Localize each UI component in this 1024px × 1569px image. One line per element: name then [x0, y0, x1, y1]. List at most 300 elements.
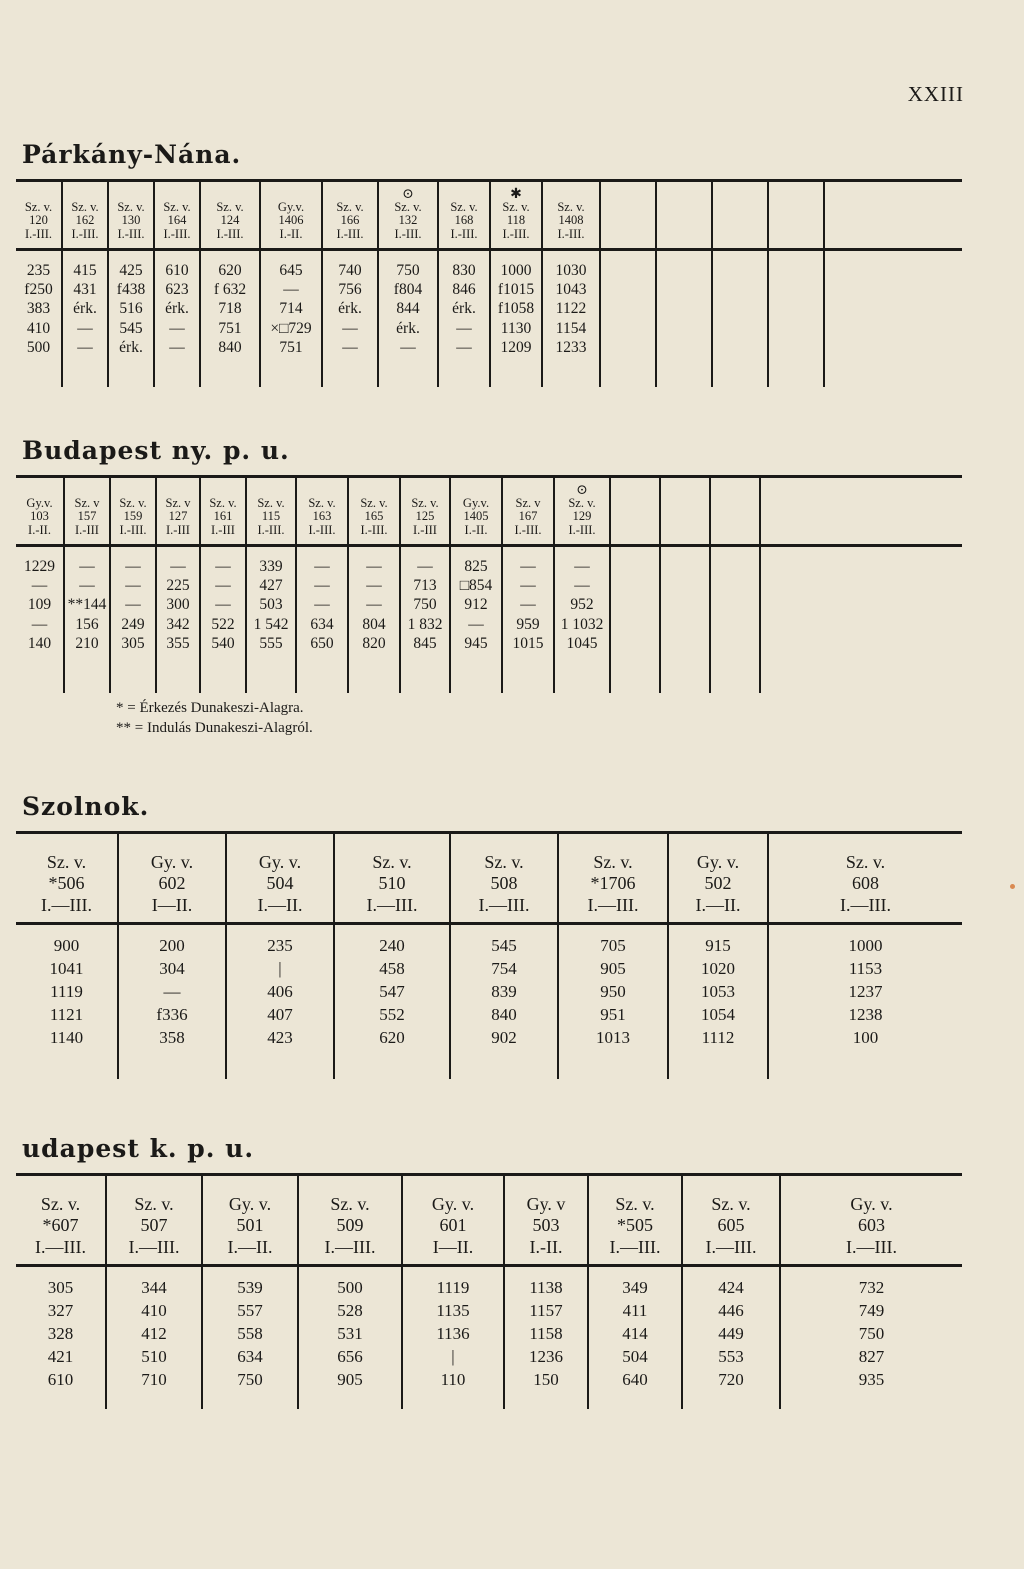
- time-value: 1140: [49, 1027, 84, 1047]
- time-value: 500: [337, 1278, 363, 1297]
- time-value: 905: [600, 958, 626, 978]
- time-value: —: [31, 577, 48, 595]
- train-times: [668, 924, 768, 1080]
- time-value: 558: [237, 1323, 263, 1343]
- train-number: 165: [364, 509, 384, 524]
- train-number: 502: [704, 873, 732, 894]
- time-value: 1013: [596, 1027, 630, 1047]
- train-times: [200, 546, 246, 694]
- train-type: Sz. v.: [593, 851, 633, 872]
- time-value: 1020: [701, 958, 735, 978]
- footnote: ** = Indulás Dunakeszi-Alagról.: [116, 719, 313, 736]
- time-value: [762, 634, 961, 653]
- time-value: —: [314, 558, 330, 575]
- time-value: 959: [516, 615, 540, 633]
- train-mark: [560, 840, 666, 852]
- time-value: 820: [362, 634, 386, 652]
- time-value: 305: [47, 1278, 74, 1297]
- time-value: 449: [718, 1323, 744, 1343]
- train-class: I—II.: [151, 894, 193, 915]
- train-header: [200, 181, 260, 250]
- time-value: 423: [267, 1027, 293, 1047]
- time-value: 1122: [555, 300, 587, 318]
- time-value: 844: [396, 300, 420, 318]
- train-class: I.-II.: [529, 1236, 563, 1257]
- time-value: 1238: [848, 1004, 883, 1024]
- time-value: 100: [852, 1027, 879, 1047]
- train-header: [712, 181, 768, 250]
- time-value: —: [468, 615, 484, 633]
- train-number: 510: [378, 873, 406, 894]
- train-header: [780, 1175, 962, 1266]
- time-value: 539: [237, 1278, 263, 1297]
- train-type: Gy. v.: [150, 851, 194, 872]
- train-mark: [770, 209, 822, 221]
- time-value: 705: [600, 936, 626, 955]
- train-header: [378, 181, 438, 250]
- time-value: [612, 634, 658, 653]
- time-value: 458: [379, 958, 405, 978]
- time-value: [826, 261, 961, 280]
- train-times: [610, 546, 660, 694]
- header-row: [16, 1175, 962, 1266]
- train-mark: [770, 840, 961, 852]
- train-number: 1406: [278, 213, 304, 228]
- time-value: 557: [237, 1300, 263, 1320]
- time-value: 845: [413, 634, 437, 652]
- time-value: —: [215, 596, 231, 614]
- train-header: [554, 477, 610, 546]
- time-value: —: [574, 577, 590, 595]
- time-value: érk.: [119, 338, 143, 356]
- time-value: 1233: [555, 338, 587, 356]
- time-value: [602, 280, 654, 299]
- train-type: Gy.v.: [26, 496, 53, 511]
- train-type: Sz. v.: [209, 496, 237, 511]
- time-value: 110: [440, 1369, 466, 1389]
- time-value: 1154: [555, 319, 587, 337]
- time-value: 528: [337, 1300, 363, 1320]
- train-header: [768, 181, 824, 250]
- time-value: —: [417, 558, 433, 575]
- times-row: [16, 924, 962, 1080]
- time-value: **144: [67, 596, 107, 614]
- train-number: 167: [518, 509, 538, 524]
- time-value: —: [366, 577, 382, 595]
- train-mark: [670, 840, 766, 852]
- time-value: 645: [279, 262, 303, 279]
- time-value: érk.: [452, 300, 476, 318]
- time-value: 305: [121, 634, 145, 652]
- time-value: 839: [491, 981, 517, 1001]
- time-value: 1158: [529, 1323, 563, 1343]
- time-value: [662, 595, 708, 614]
- train-type: Sz. v.: [336, 200, 364, 215]
- time-value: —: [125, 577, 141, 595]
- train-number: *607: [42, 1215, 79, 1236]
- train-class: I.-III.: [119, 522, 147, 537]
- time-value: 710: [141, 1369, 167, 1389]
- train-times: [682, 1266, 780, 1410]
- time-value: —: [366, 596, 382, 614]
- time-value: 406: [267, 981, 293, 1001]
- train-header: [106, 1175, 202, 1266]
- train-times: [298, 1266, 402, 1410]
- time-value: 140: [27, 634, 52, 652]
- time-value: [662, 557, 708, 576]
- train-type: Sz. v.: [119, 496, 147, 511]
- time-value: [612, 615, 658, 634]
- train-mark: [602, 209, 654, 221]
- train-class: I.-III.: [514, 522, 542, 537]
- time-value: 383: [26, 300, 51, 318]
- train-header: [16, 181, 62, 250]
- time-value: [826, 280, 961, 299]
- train-number: 129: [572, 509, 592, 524]
- train-times: [558, 924, 668, 1080]
- train-type: Sz. v.: [394, 200, 422, 215]
- time-value: 510: [141, 1346, 167, 1366]
- train-times: [16, 1266, 106, 1410]
- train-type: Gy.v.: [462, 496, 490, 511]
- train-class: I—II.: [432, 1236, 474, 1257]
- time-value: —: [169, 338, 185, 356]
- time-value: —: [125, 596, 141, 614]
- train-times: [156, 546, 200, 694]
- train-mark: ✱: [510, 187, 522, 203]
- train-class: I.-III: [413, 522, 437, 537]
- time-value: —: [574, 558, 590, 575]
- train-class: I.-III.: [360, 522, 388, 537]
- train-header: [450, 477, 502, 546]
- time-value: 1000: [500, 262, 532, 279]
- train-class: I.—III.: [587, 894, 639, 915]
- train-header: [682, 1175, 780, 1266]
- train-times: [760, 546, 962, 694]
- train-type: Sz. v.: [411, 496, 439, 511]
- train-type: Gy. v: [526, 1193, 566, 1214]
- time-value: f1015: [497, 281, 535, 299]
- time-value: 545: [491, 936, 517, 955]
- time-value: —: [125, 558, 141, 575]
- train-header: [600, 181, 656, 250]
- time-value: —: [342, 319, 358, 337]
- train-mark: [228, 840, 332, 852]
- train-type: Sz. v.: [24, 200, 53, 215]
- timetable-section-parkany-nana: [16, 140, 962, 387]
- timetable: [16, 1173, 962, 1409]
- time-value: 545: [119, 319, 143, 337]
- train-header: [504, 1175, 588, 1266]
- train-times: [450, 546, 502, 694]
- train-header: [660, 477, 710, 546]
- time-value: 421: [47, 1346, 74, 1366]
- train-type: Sz. v.: [257, 496, 285, 511]
- time-value: |: [451, 1346, 455, 1366]
- train-header: [450, 833, 558, 924]
- time-value: 156: [75, 615, 99, 633]
- time-value: 1237: [848, 981, 883, 1001]
- train-header: [824, 181, 962, 250]
- train-times: [348, 546, 400, 694]
- train-class: I.-III: [75, 522, 99, 537]
- time-value: 830: [452, 262, 476, 279]
- time-value: 754: [491, 958, 517, 978]
- time-value: 846: [452, 281, 476, 299]
- time-value: [826, 338, 961, 357]
- train-times: [260, 250, 322, 388]
- time-value: 620: [379, 1027, 405, 1047]
- time-value: —: [77, 338, 93, 356]
- time-value: 503: [259, 596, 283, 614]
- time-value: 552: [379, 1004, 405, 1024]
- train-class: I.-III.: [308, 522, 336, 537]
- time-value: 531: [337, 1323, 363, 1343]
- time-value: 304: [159, 958, 185, 978]
- train-class: I.—II.: [227, 1236, 273, 1257]
- time-value: érk.: [338, 300, 362, 318]
- time-value: 623: [165, 281, 189, 299]
- time-value: 804: [362, 615, 386, 633]
- time-value: 225: [166, 577, 190, 595]
- train-header: [156, 477, 200, 546]
- time-value: —: [215, 577, 231, 595]
- time-value: 328: [47, 1323, 74, 1343]
- time-value: 431: [73, 281, 97, 299]
- train-class: I.—III.: [846, 1236, 897, 1257]
- train-header: [118, 833, 226, 924]
- train-times: [334, 924, 450, 1080]
- time-value: 840: [218, 338, 242, 356]
- time-value: 951: [600, 1004, 626, 1024]
- time-value: [658, 299, 710, 318]
- time-value: f336: [156, 1004, 188, 1024]
- time-value: 210: [75, 634, 99, 652]
- train-class: I.—II.: [695, 894, 741, 915]
- train-type: Sz. v: [515, 496, 541, 511]
- train-times: [226, 924, 334, 1080]
- train-mark: [658, 209, 710, 221]
- time-value: 713: [413, 577, 437, 595]
- train-number: 603: [858, 1215, 885, 1236]
- train-header: [334, 833, 450, 924]
- time-value: 414: [622, 1323, 648, 1343]
- train-class: I.—III.: [609, 1236, 661, 1257]
- train-mark: [590, 1182, 680, 1194]
- train-times: [438, 250, 490, 388]
- train-times: [402, 1266, 504, 1410]
- time-value: —: [31, 615, 48, 633]
- time-value: 410: [26, 319, 51, 337]
- train-header: [768, 833, 962, 924]
- time-value: 915: [705, 936, 731, 955]
- ink-speck: [1010, 884, 1015, 889]
- train-number: 1405: [463, 509, 489, 524]
- train-type: Sz. v.: [360, 496, 388, 511]
- train-times: [322, 250, 378, 388]
- train-times: [118, 924, 226, 1080]
- train-class: I.-II.: [464, 522, 488, 537]
- time-value: 344: [141, 1278, 167, 1297]
- train-times: [588, 1266, 682, 1410]
- train-number: 118: [506, 213, 526, 228]
- timetable-section-budapest-k: [16, 1134, 962, 1409]
- header-row: [16, 833, 962, 924]
- train-number: 103: [30, 509, 49, 524]
- time-value: 1121: [49, 1004, 84, 1024]
- train-type: Gy. v.: [850, 1193, 893, 1214]
- train-header: [260, 181, 322, 250]
- train-number: 161: [213, 509, 233, 524]
- train-class: I.-III.: [557, 226, 585, 241]
- time-value: 902: [491, 1027, 517, 1047]
- train-header: [16, 1175, 106, 1266]
- train-times: [16, 546, 64, 694]
- train-class: I.—III.: [478, 894, 530, 915]
- section-title: Budapest ny. p. u.: [22, 436, 290, 465]
- time-value: [602, 319, 654, 338]
- train-class: I.-III.: [24, 226, 53, 241]
- time-value: 425: [119, 262, 143, 279]
- time-value: [770, 261, 822, 280]
- time-value: —: [456, 319, 472, 337]
- time-value: érk.: [73, 300, 97, 318]
- time-value: 504: [622, 1346, 648, 1366]
- train-class: I.—III.: [366, 894, 418, 915]
- time-value: 905: [337, 1369, 363, 1389]
- train-type: Sz. v.: [308, 496, 336, 511]
- train-mark: [17, 840, 116, 852]
- train-header: [502, 477, 554, 546]
- time-value: ×□729: [270, 319, 312, 337]
- time-value: [712, 576, 758, 595]
- train-times: [600, 250, 656, 388]
- time-value: 751: [279, 338, 303, 356]
- train-class: I.-III.: [502, 226, 530, 241]
- train-class: I.-II.: [28, 522, 51, 537]
- time-value: 1209: [500, 338, 532, 356]
- time-value: —: [215, 558, 231, 575]
- train-header: [200, 477, 246, 546]
- train-header: [710, 477, 760, 546]
- page-number: XXIII: [907, 82, 964, 106]
- time-value: 200: [159, 936, 185, 955]
- time-value: 732: [858, 1278, 885, 1297]
- train-times: [246, 546, 296, 694]
- time-value: 410: [141, 1300, 167, 1320]
- train-class: I.—III.: [35, 1236, 86, 1257]
- train-class: I.-III.: [336, 226, 364, 241]
- time-value: 1 1032: [560, 615, 604, 633]
- train-header: [558, 833, 668, 924]
- train-header: [656, 181, 712, 250]
- train-type: Gy. v.: [228, 1193, 272, 1214]
- train-class: I.-III: [166, 522, 190, 537]
- time-value: 1136: [436, 1323, 470, 1343]
- time-value: —: [400, 338, 416, 356]
- time-value: [770, 338, 822, 357]
- train-class: I.-III.: [257, 522, 285, 537]
- time-value: 950: [600, 981, 626, 1001]
- train-header: [610, 477, 660, 546]
- train-mark: [662, 505, 708, 517]
- train-mark: [120, 840, 224, 852]
- train-times: [712, 250, 768, 388]
- time-value: 1157: [529, 1300, 563, 1320]
- times-row: [16, 250, 962, 388]
- time-value: —: [169, 319, 185, 337]
- time-value: 249: [121, 615, 145, 633]
- time-value: 240: [379, 936, 405, 955]
- train-times: [660, 546, 710, 694]
- time-value: 1000: [848, 936, 883, 955]
- time-value: 650: [310, 634, 334, 652]
- train-type: Sz. v.: [330, 1193, 370, 1214]
- train-mark: ⊙: [402, 187, 414, 203]
- time-value: [712, 634, 758, 653]
- time-value: 411: [622, 1300, 648, 1320]
- train-number: 162: [75, 213, 95, 228]
- time-value: 935: [858, 1369, 885, 1389]
- time-value: —: [314, 577, 330, 595]
- time-value: [662, 634, 708, 653]
- train-header: [588, 1175, 682, 1266]
- time-value: 634: [237, 1346, 263, 1366]
- train-type: Sz. v.: [40, 1193, 81, 1214]
- time-value: 415: [73, 262, 97, 279]
- train-header: [202, 1175, 298, 1266]
- train-number: 608: [852, 873, 879, 894]
- time-value: 349: [622, 1278, 648, 1297]
- time-value: —: [456, 338, 472, 356]
- time-value: 714: [279, 300, 303, 318]
- time-value: 424: [718, 1278, 744, 1297]
- time-value: 342: [166, 615, 190, 633]
- train-number: 115: [261, 509, 281, 524]
- time-value: [662, 576, 708, 595]
- train-times: [656, 250, 712, 388]
- train-times: [780, 1266, 962, 1410]
- header-row: [16, 477, 962, 546]
- time-value: —: [77, 319, 93, 337]
- train-header: [154, 181, 200, 250]
- train-type: Sz. v.: [502, 200, 530, 215]
- train-type: Sz. v.: [71, 200, 99, 215]
- train-times: [502, 546, 554, 694]
- train-header: [16, 477, 64, 546]
- train-number: 132: [398, 213, 418, 228]
- train-number: *506: [48, 873, 85, 894]
- time-value: [826, 299, 961, 318]
- train-class: I.-III: [211, 522, 235, 537]
- time-value: —: [520, 596, 536, 614]
- time-value: érk.: [165, 300, 189, 318]
- train-times: [554, 546, 610, 694]
- train-class: I.—III.: [41, 894, 92, 915]
- time-value: 339: [259, 558, 283, 575]
- time-value: 750: [413, 596, 437, 614]
- train-type: Sz. v.: [568, 496, 596, 511]
- time-value: —: [283, 281, 299, 299]
- train-times: [16, 250, 62, 388]
- time-value: 1119: [436, 1278, 470, 1297]
- train-mark: [684, 1182, 778, 1194]
- time-value: [602, 261, 654, 280]
- time-value: [714, 261, 766, 280]
- timetable: [16, 831, 962, 1079]
- train-header: [108, 181, 154, 250]
- train-mark: [108, 1182, 200, 1194]
